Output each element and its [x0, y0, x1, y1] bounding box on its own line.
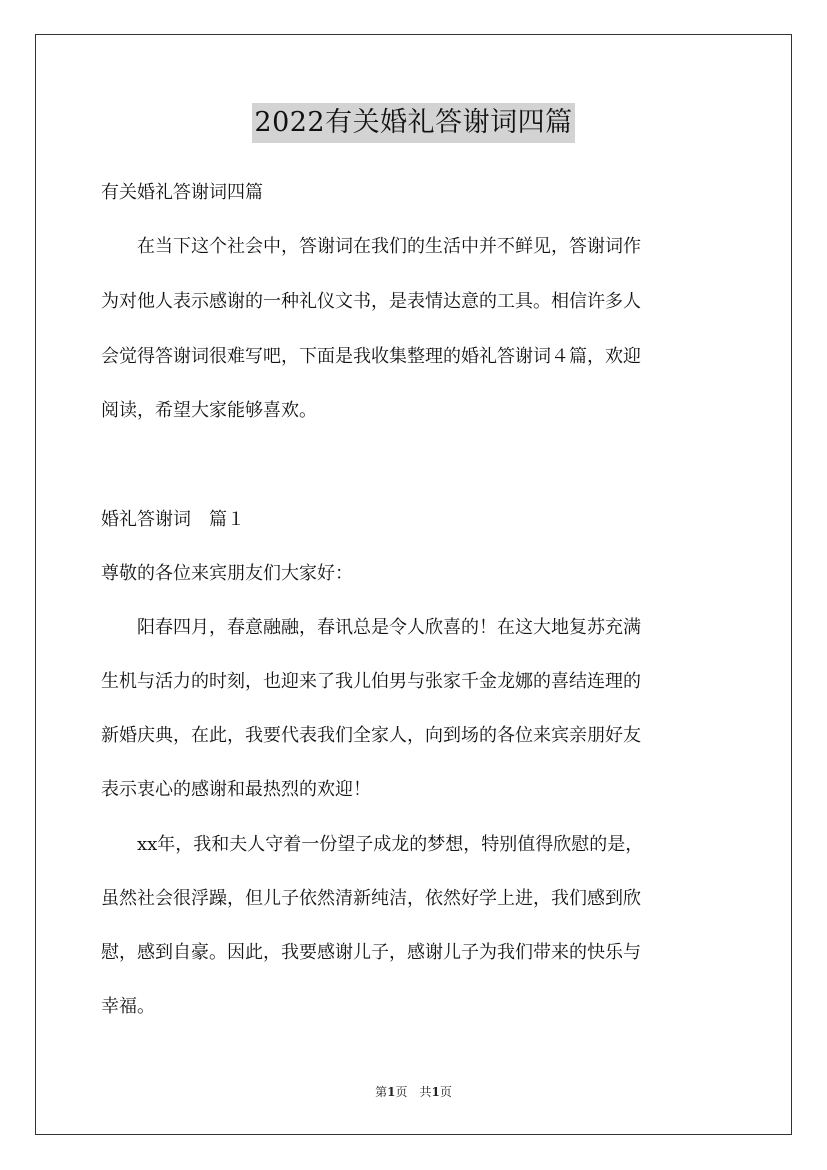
page-current: 1 [387, 1085, 396, 1099]
paragraph-line: 慰，感到自豪。因此，我要感谢儿子，感谢儿子为我们带来的快乐与 [101, 942, 641, 963]
page-total: 1 [431, 1085, 440, 1099]
page-footer [0, 1083, 827, 1100]
paragraph-line: 表示衷心的感谢和最热烈的欢迎！ [101, 779, 371, 800]
page-prefix: 第 [375, 1085, 388, 1099]
paragraph-line: 新婚庆典，在此，我要代表我们全家人，向到场的各位来宾亲朋好友 [101, 725, 641, 746]
paragraph-line: 会觉得答谢词很难写吧，下面是我收集整理的婚礼答谢词４篇，欢迎 [101, 346, 641, 367]
page-suffix: 页 [439, 1085, 452, 1099]
paragraph-line: xx年，我和夫人守着一份望子成龙的梦想，特别值得欣慰的是， [101, 834, 644, 855]
paragraph-line: 为对他人表示感谢的一种礼仪文书，是表情达意的工具。相信许多人 [101, 291, 641, 312]
page-mid: 页 共 [395, 1085, 432, 1099]
paragraph-line: 在当下这个社会中，答谢词在我们的生活中并不鲜见，答谢词作 [101, 236, 641, 257]
paragraph-line: 虽然社会很浮躁，但儿子依然清新纯洁，依然好学上进，我们感到欣 [101, 888, 641, 909]
paragraph-line: 幸福。 [101, 996, 155, 1017]
document-title: 2022有关婚礼答谢词四篇 [252, 103, 574, 143]
subtitle-line: 有关婚礼答谢词四篇 [101, 182, 263, 203]
paragraph-line: 阅读，希望大家能够喜欢。 [101, 400, 317, 421]
paragraph-line: 阳春四月，春意融融，春讯总是令人欣喜的！在这大地复苏充满 [101, 617, 641, 638]
section-heading: 婚礼答谢词 篇１ [101, 509, 245, 530]
salutation-line: 尊敬的各位来宾朋友们大家好： [101, 563, 353, 584]
title-container [0, 103, 827, 143]
paragraph-line: 生机与活力的时刻，也迎来了我儿伯男与张家千金龙娜的喜结连理的 [101, 671, 641, 692]
